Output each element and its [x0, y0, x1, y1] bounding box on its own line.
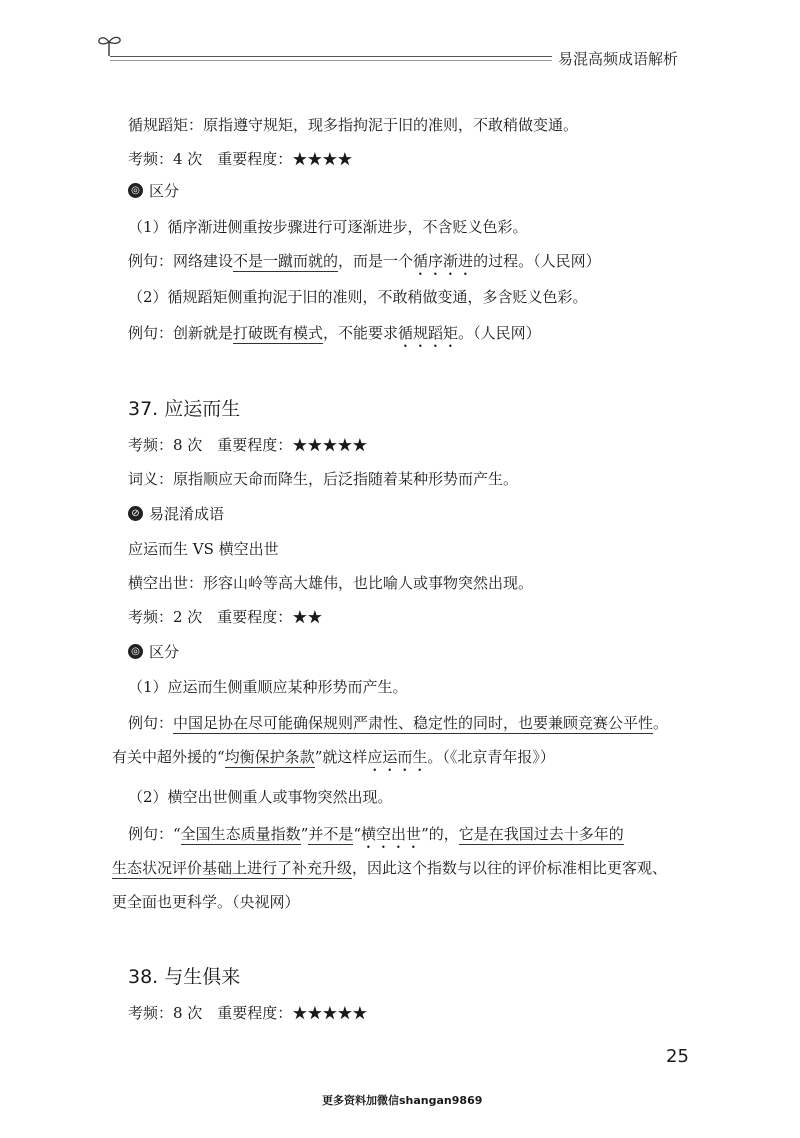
confusable-icon: ⊘ [128, 506, 143, 521]
example-text: ”的， [421, 825, 459, 843]
entry-heading-37: 37. 应运而生 [128, 398, 241, 420]
emphasized-idiom: 横空出世 [361, 825, 422, 843]
example-text: ，而是一个 [338, 252, 414, 270]
distinguish-icon: ◎ [128, 183, 143, 198]
distinguish-point-3: （1）应运而生侧重顺应某种形势而产生。 [128, 678, 408, 696]
example-text: “ [353, 825, 362, 843]
underlined-phrase: 打破既有模式 [233, 324, 324, 342]
header-rule-secondary [110, 60, 552, 61]
example-source: 。（《北京青年报》） [427, 748, 555, 766]
underlined-phrase: 生态状况评价基础上进行了补充升级 [112, 859, 353, 877]
example-4-end: 更全面也更科学。（央视网） [112, 893, 300, 911]
frequency-xungui: 考频：4 次 重要程度：★★★★ [128, 150, 353, 168]
example-text: ”就这样 [314, 748, 368, 766]
distinguish-point-4: （2）横空出世侧重人或事物突然出现。 [128, 788, 393, 806]
example-text: ，因此这个指数与以往的评价标准相比更客观、 [352, 859, 668, 877]
example-label: 例句：网络建设 [128, 252, 234, 270]
frequency-yusheng: 考频：8 次 重要程度：★★★★★ [128, 1004, 368, 1022]
example-2 [128, 322, 541, 351]
example-4-continued [112, 857, 667, 878]
meaning-yingyun: 词义：原指顺应天命而降生，后泛指随着某种形势而产生。 [128, 470, 519, 488]
example-text: 有关中超外援的“ [112, 748, 225, 766]
distinguish-point-2: （2）循规蹈矩侧重拘泥于旧的准则，不敢稍做变通，多含贬义色彩。 [128, 288, 588, 306]
section-label: 区分 [149, 182, 180, 200]
footer-note: 更多资料加微信shangan9869 [322, 1094, 483, 1107]
header-rule [110, 56, 552, 57]
frequency-yingyun: 考频：8 次 重要程度：★★★★★ [128, 436, 368, 454]
section-label: 易混淆成语 [149, 505, 225, 523]
emphasized-idiom: 循规蹈矩 [398, 324, 459, 342]
distinguish-point-1: （1）循序渐进侧重按步骤进行可逐渐进步，不含贬义色彩。 [128, 218, 528, 236]
example-text: 。 [653, 714, 669, 732]
section-distinguish-2 [128, 641, 179, 662]
example-label: 例句：“ [128, 825, 181, 843]
section-label: 区分 [149, 643, 180, 661]
example-source: 。（人民网） [458, 324, 541, 342]
example-label: 例句： [128, 714, 174, 732]
underlined-phrase: 均衡保护条款 [224, 748, 315, 766]
example-1 [128, 250, 601, 279]
distinguish-icon: ◎ [128, 644, 143, 659]
section-confusable [128, 503, 224, 524]
example-text: ，不能要求 [323, 324, 399, 342]
frequency-hengkong: 考频：2 次 重要程度：★★ [128, 608, 323, 626]
emphasized-idiom: 循序渐进 [413, 252, 474, 270]
example-4 [128, 823, 624, 852]
header-title: 易混高频成语解析 [558, 50, 679, 68]
underlined-phrase: 并不是 [308, 825, 354, 843]
example-source: 的过程。（人民网） [473, 252, 601, 270]
underlined-phrase: 不是一蹴而就的 [233, 252, 339, 270]
definition-xungui: 循规蹈矩：原指遵守规矩，现多指拘泥于旧的准则，不敢稍做变通。 [128, 116, 579, 134]
page-number: 25 [666, 1046, 689, 1067]
example-label: 例句：创新就是 [128, 324, 234, 342]
definition-hengkong: 横空出世：形容山岭等高大雄伟，也比喻人或事物突然出现。 [128, 574, 534, 592]
comparison-title: 应运而生 VS 横空出世 [128, 540, 279, 558]
section-distinguish-1 [128, 180, 179, 201]
underlined-phrase: 全国生态质量指数 [180, 825, 301, 843]
example-3 [128, 712, 668, 733]
underlined-phrase: 中国足协在尽可能确保规则严肃性、稳定性的同时，也要兼顾竞赛公平性 [173, 714, 654, 732]
example-text: ” [300, 825, 309, 843]
entry-heading-38: 38. 与生俱来 [128, 966, 241, 988]
example-3-continued [112, 746, 555, 775]
emphasized-idiom: 应运而生 [367, 748, 428, 766]
underlined-phrase: 它是在我国过去十多年的 [458, 825, 624, 843]
